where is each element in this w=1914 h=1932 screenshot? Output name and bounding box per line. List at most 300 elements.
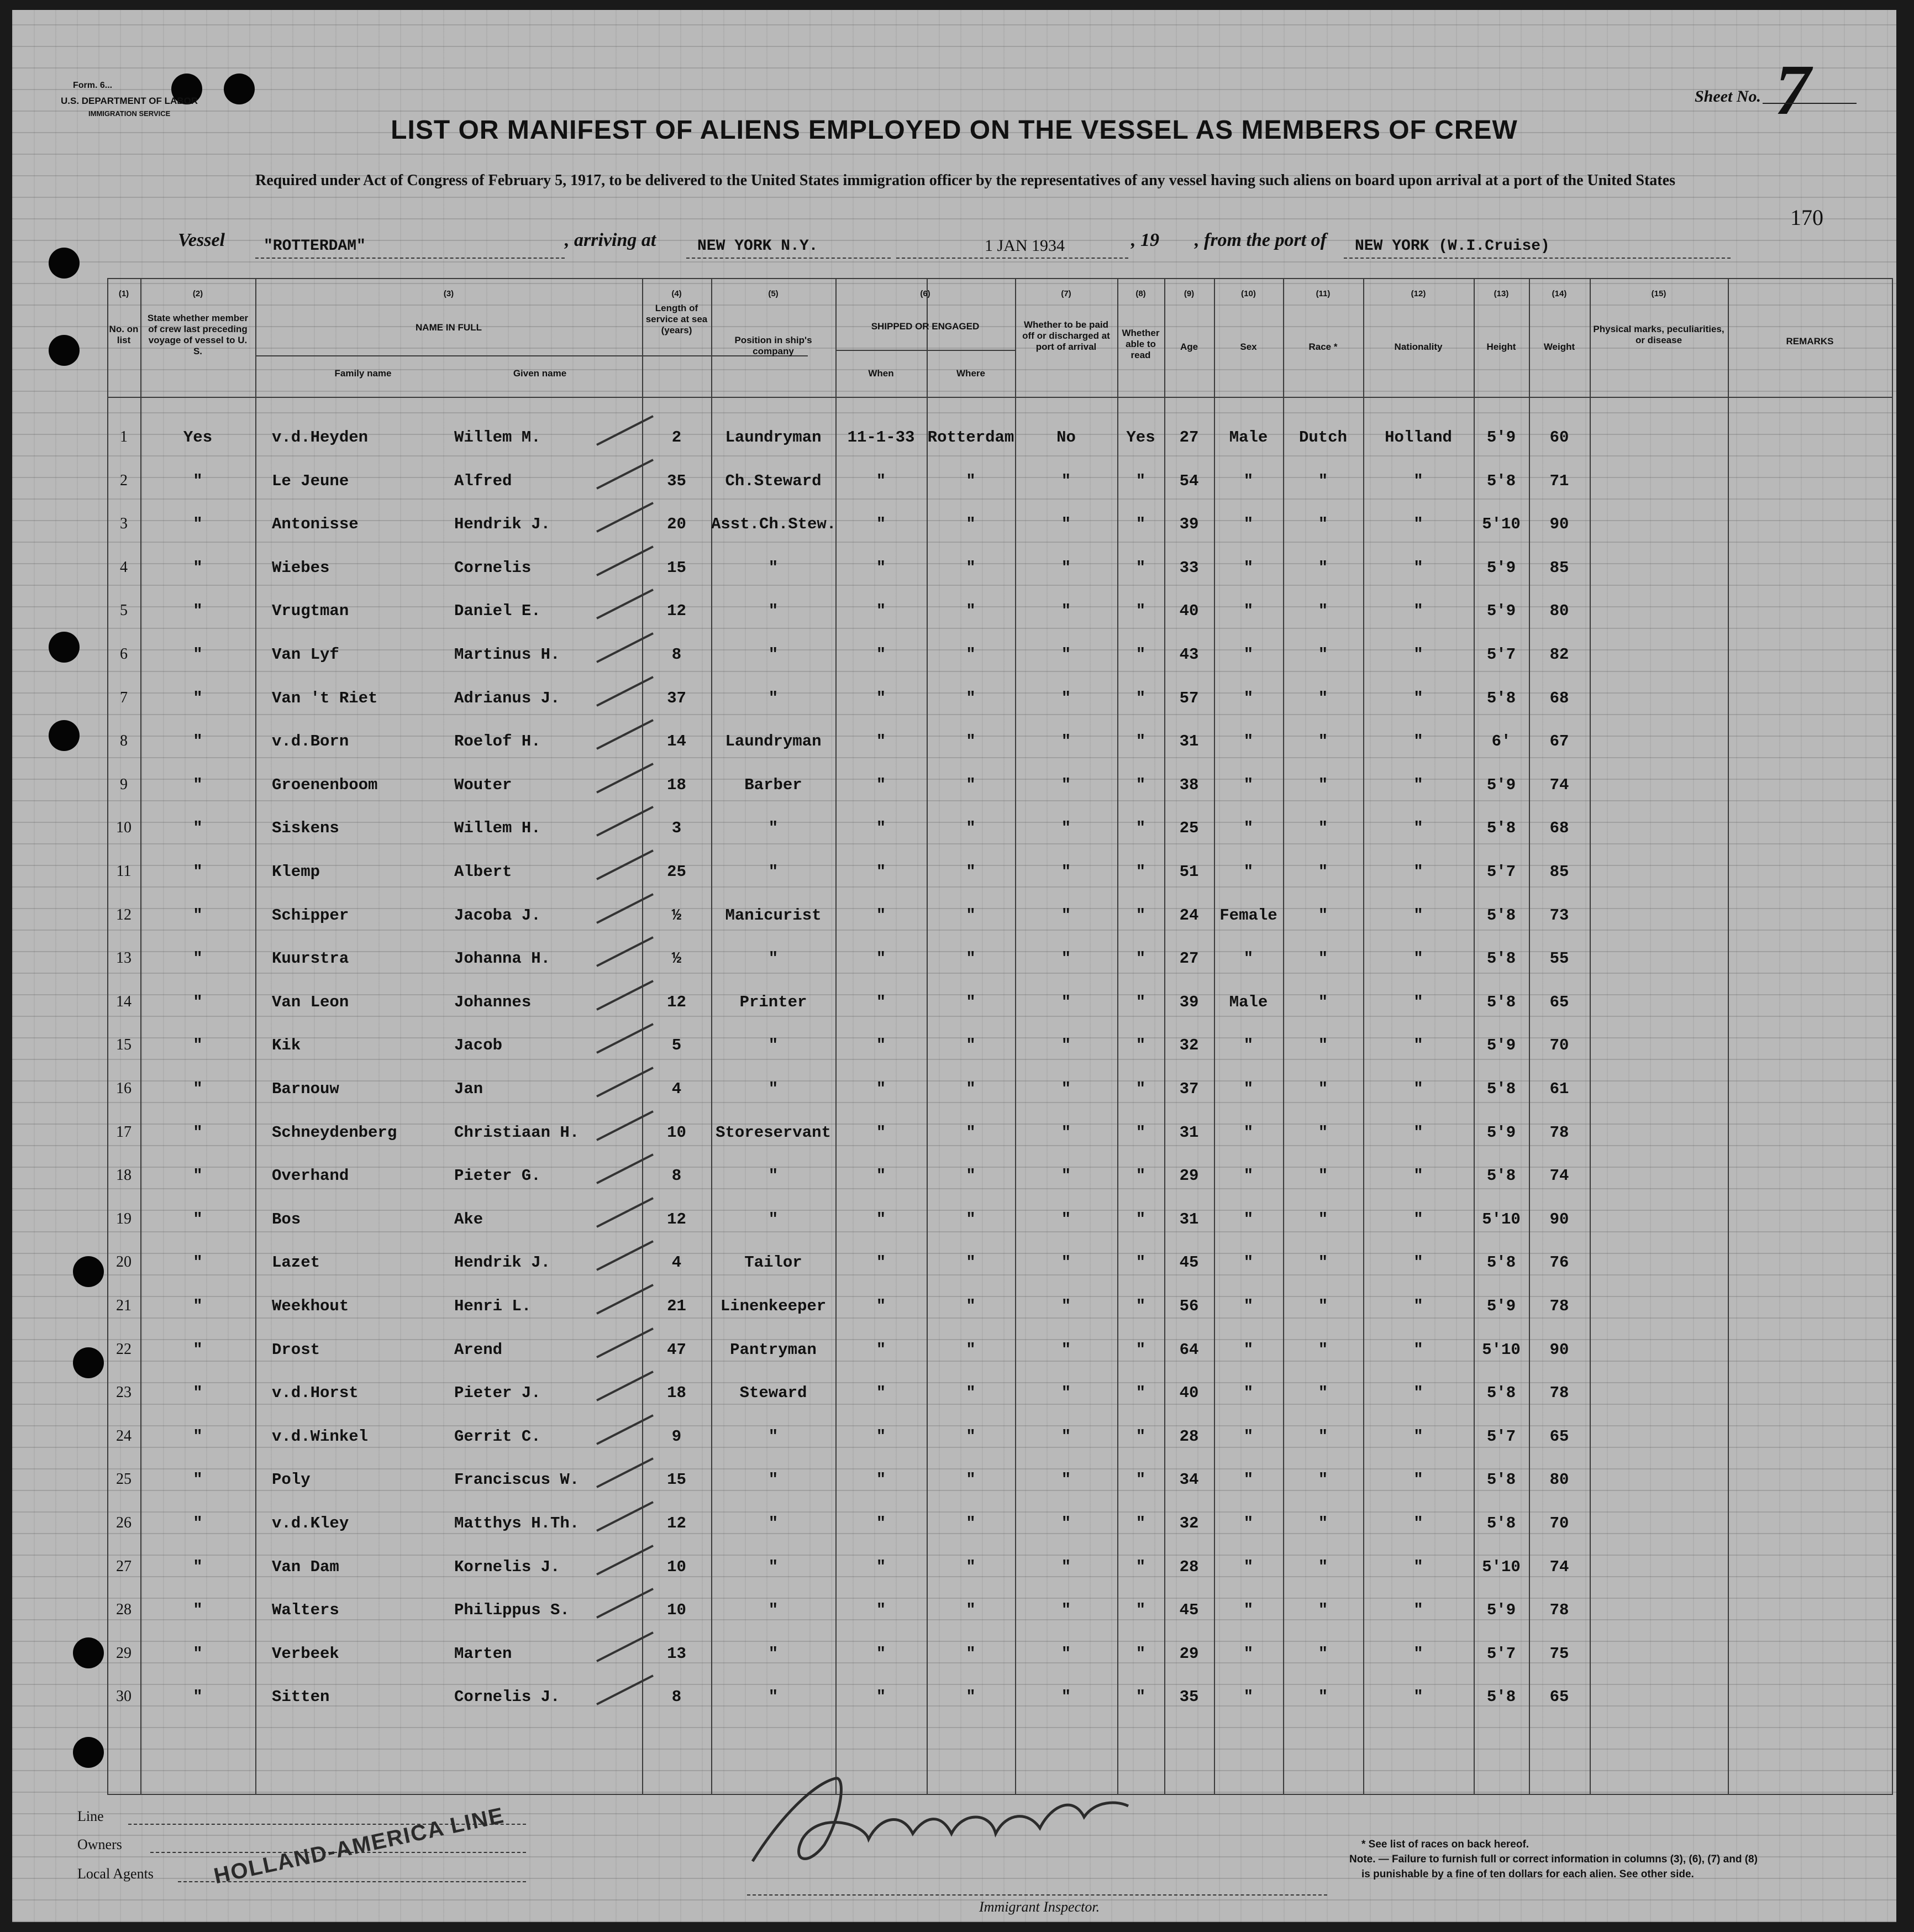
cell-age: 45 [1179, 1601, 1199, 1619]
cell-read: " [1135, 1036, 1146, 1054]
cell-no: 8 [120, 732, 128, 749]
cell-race: " [1318, 1471, 1328, 1489]
check-mark-icon [592, 1324, 659, 1363]
cell-where: " [966, 819, 976, 837]
cell-given-name: Jan [454, 1080, 483, 1098]
cell-height: 5'9 [1486, 559, 1516, 577]
cell-where: " [966, 689, 976, 707]
cell-nationality: " [1413, 993, 1423, 1011]
header-age: Age [1180, 342, 1198, 352]
cell-given-name: Jacob [454, 1036, 503, 1054]
cell-when: " [876, 1297, 886, 1315]
inspector-signature [730, 1751, 1228, 1883]
cell-no: 29 [116, 1645, 132, 1662]
cell-weight: 78 [1549, 1601, 1569, 1619]
check-mark-icon [592, 1498, 659, 1536]
cell-read: " [1135, 689, 1146, 707]
cell-position: " [768, 1210, 779, 1229]
cell-sex: " [1243, 1471, 1254, 1489]
cell-family-name: Schneydenberg [272, 1124, 397, 1142]
cell-nationality: " [1413, 1514, 1423, 1532]
cell-weight: 78 [1549, 1124, 1569, 1142]
cell-given-name: Cornelis [454, 559, 532, 577]
cell-nationality: " [1413, 472, 1423, 490]
cell-no: 28 [116, 1601, 132, 1618]
cell-no: 11 [116, 863, 132, 880]
cell-weight: 68 [1549, 819, 1569, 837]
cell-service: 10 [667, 1124, 686, 1142]
cell-paid-off: " [1061, 1645, 1071, 1663]
cell-position: " [768, 1645, 779, 1663]
header-remarks: REMARKS [1786, 336, 1834, 347]
cell-position: Laundryman [725, 732, 822, 750]
cell-when: " [876, 993, 886, 1011]
cell-race: " [1318, 559, 1328, 577]
cell-service: 35 [667, 472, 686, 490]
cell-race: " [1318, 689, 1328, 707]
cell-where: " [966, 993, 976, 1011]
cell-paid-off: " [1061, 1384, 1071, 1402]
cell-no: 17 [116, 1124, 132, 1141]
cell-position: " [768, 689, 779, 707]
cell-where: " [966, 949, 976, 968]
cell-age: 31 [1179, 1210, 1199, 1229]
cell-when: " [876, 1124, 886, 1142]
cell-read: " [1135, 1341, 1146, 1359]
check-mark-icon [592, 802, 659, 841]
cell-no: 4 [120, 559, 128, 576]
cell-read: Yes [1126, 428, 1155, 447]
cell-when: " [876, 689, 886, 707]
cell-sex: " [1243, 1341, 1254, 1359]
colnum-10: (10) [1241, 289, 1256, 298]
cell-family-name: Bos [272, 1210, 301, 1229]
cell-given-name: Hendrik J. [454, 1253, 551, 1272]
cell-read: " [1135, 1471, 1146, 1489]
cell-weight: 80 [1549, 602, 1569, 620]
cell-family-name: Poly [272, 1471, 311, 1489]
cell-height: 5'8 [1486, 1080, 1516, 1098]
check-mark-icon [592, 1584, 659, 1623]
cell-sex: " [1243, 515, 1254, 533]
cell-when: " [876, 863, 886, 881]
owners-label: Owners [77, 1836, 122, 1852]
cell-age: 31 [1179, 732, 1199, 750]
cell-race: " [1318, 1514, 1328, 1532]
cell-age: 43 [1179, 645, 1199, 664]
cell-nationality: " [1413, 949, 1423, 968]
cell-member: " [193, 645, 203, 664]
cell-paid-off: " [1061, 472, 1071, 490]
cell-weight: 60 [1549, 428, 1569, 447]
cell-given-name: Martinus H. [454, 645, 560, 664]
cell-sex: " [1243, 645, 1254, 664]
cell-paid-off: " [1061, 602, 1071, 620]
cell-height: 5'7 [1486, 1645, 1516, 1663]
cell-paid-off: " [1061, 1297, 1071, 1315]
cell-age: 27 [1179, 949, 1199, 968]
cell-given-name: Willem M. [454, 428, 541, 447]
cell-sex: Male [1229, 428, 1268, 447]
cell-service: 10 [667, 1601, 686, 1619]
cell-given-name: Roelof H. [454, 732, 541, 750]
header-shipped-engaged: SHIPPED OR ENGAGED [871, 321, 980, 332]
cell-no: 2 [120, 472, 128, 489]
cell-when: " [876, 645, 886, 664]
cell-no: 25 [116, 1471, 132, 1488]
cell-nationality: " [1413, 1253, 1423, 1272]
cell-race: " [1318, 1341, 1328, 1359]
cell-height: 5'8 [1486, 472, 1516, 490]
cell-position: " [768, 1167, 779, 1185]
vessel-underline [255, 258, 565, 259]
cell-when: " [876, 1688, 886, 1706]
check-mark-icon [592, 498, 659, 537]
cell-race: " [1318, 1124, 1328, 1142]
cell-paid-off: " [1061, 732, 1071, 750]
cell-race: " [1318, 1210, 1328, 1229]
cell-service: 37 [667, 689, 686, 707]
cell-when: " [876, 732, 886, 750]
cell-family-name: Groenenboom [272, 776, 378, 794]
cell-member: " [193, 1427, 203, 1446]
cell-member: " [193, 1688, 203, 1706]
cell-nationality: " [1413, 602, 1423, 620]
cell-height: 5'9 [1486, 776, 1516, 794]
cell-weight: 73 [1549, 906, 1569, 925]
cell-given-name: Cornelis J. [454, 1688, 560, 1706]
cell-age: 40 [1179, 1384, 1199, 1402]
table-top-border [107, 278, 1892, 279]
cell-age: 29 [1179, 1645, 1199, 1663]
local-agents-label: Local Agents [77, 1866, 154, 1882]
cell-where: " [966, 515, 976, 533]
cell-race: " [1318, 1167, 1328, 1185]
cell-read: " [1135, 472, 1146, 490]
cell-family-name: v.d.Kley [272, 1514, 349, 1532]
cell-member: " [193, 1036, 203, 1054]
cell-age: 38 [1179, 776, 1199, 794]
cell-no: 13 [116, 949, 132, 967]
cell-age: 57 [1179, 689, 1199, 707]
cell-family-name: Van Leon [272, 993, 349, 1011]
cell-race: " [1318, 1384, 1328, 1402]
punch-hole [73, 1256, 104, 1287]
cell-paid-off: " [1061, 1124, 1071, 1142]
cell-read: " [1135, 949, 1146, 968]
cell-paid-off: " [1061, 645, 1071, 664]
cell-given-name: Kornelis J. [454, 1558, 560, 1576]
cell-where: " [966, 1210, 976, 1229]
colnum-7: (7) [1061, 289, 1071, 298]
colnum-8: (8) [1135, 289, 1146, 298]
colnum-4: (4) [671, 289, 682, 298]
cell-position: " [768, 602, 779, 620]
cell-given-name: Adrianus J. [454, 689, 560, 707]
cell-position: Steward [739, 1384, 807, 1402]
header-race: Race * [1308, 342, 1338, 352]
cell-weight: 75 [1549, 1645, 1569, 1663]
cell-read: " [1135, 1427, 1146, 1446]
from-port-underline [1344, 258, 1731, 259]
cell-weight: 82 [1549, 645, 1569, 664]
cell-race: " [1318, 1297, 1328, 1315]
cell-member: " [193, 1558, 203, 1576]
cell-service: 47 [667, 1341, 686, 1359]
cell-service: 8 [671, 645, 682, 664]
cell-nationality: " [1413, 819, 1423, 837]
cell-member: " [193, 1124, 203, 1142]
cell-race: " [1318, 645, 1328, 664]
check-mark-icon [592, 542, 659, 581]
arriving-label: , arriving at [565, 230, 656, 250]
cell-position: " [768, 1601, 779, 1619]
cell-member: " [193, 515, 203, 533]
cell-weight: 68 [1549, 689, 1569, 707]
cell-family-name: Verbeek [272, 1645, 339, 1663]
cell-when: " [876, 1384, 886, 1402]
cell-sex: " [1243, 689, 1254, 707]
cell-age: 45 [1179, 1253, 1199, 1272]
cell-sex: " [1243, 776, 1254, 794]
cell-age: 39 [1179, 993, 1199, 1011]
check-mark-icon [592, 412, 659, 450]
cell-height: 5'8 [1486, 1688, 1516, 1706]
cell-nationality: " [1413, 1341, 1423, 1359]
cell-service: 14 [667, 732, 686, 750]
inspector-underline [747, 1894, 1327, 1896]
cell-age: 24 [1179, 906, 1199, 925]
colnum-15: (15) [1651, 289, 1666, 298]
cell-where: " [966, 1253, 976, 1272]
cell-member: " [193, 1210, 203, 1229]
cell-weight: 65 [1549, 1427, 1569, 1446]
cell-family-name: Overhand [272, 1167, 349, 1185]
cell-position: Manicurist [725, 906, 822, 925]
cell-when: " [876, 1471, 886, 1489]
cell-where: " [966, 1558, 976, 1576]
manifest-sheet [12, 10, 1896, 1922]
cell-service: 8 [671, 1167, 682, 1185]
cell-position: " [768, 1471, 779, 1489]
cell-nationality: " [1413, 1427, 1423, 1446]
cell-height: 5'8 [1486, 819, 1516, 837]
cell-paid-off: " [1061, 515, 1071, 533]
cell-paid-off: " [1061, 993, 1071, 1011]
header-when: When [868, 368, 894, 379]
cell-sex: " [1243, 863, 1254, 881]
cell-race: " [1318, 515, 1328, 533]
cell-service: 12 [667, 1514, 686, 1532]
cell-no: 23 [116, 1384, 132, 1401]
cell-member: " [193, 1601, 203, 1619]
cell-read: " [1135, 732, 1146, 750]
department-name: U.S. DEPARTMENT OF LABOR [61, 96, 198, 106]
cell-position: " [768, 645, 779, 664]
check-mark-icon [592, 1541, 659, 1580]
cell-where: " [966, 1341, 976, 1359]
cell-paid-off: No [1056, 428, 1076, 447]
cell-member: " [193, 906, 203, 925]
cell-position: " [768, 1080, 779, 1098]
cell-given-name: Jacoba J. [454, 906, 541, 925]
cell-member: Yes [183, 428, 213, 447]
cell-height: 5'8 [1486, 689, 1516, 707]
cell-given-name: Pieter J. [454, 1384, 541, 1402]
cell-nationality: " [1413, 863, 1423, 881]
cell-family-name: v.d.Horst [272, 1384, 359, 1402]
cell-age: 32 [1179, 1514, 1199, 1532]
footnotes [1349, 1837, 1758, 1882]
cell-when: " [876, 1558, 886, 1576]
cell-paid-off: " [1061, 1167, 1071, 1185]
cell-read: " [1135, 819, 1146, 837]
cell-sex: Female [1219, 906, 1277, 925]
cell-no: 15 [116, 1036, 132, 1053]
cell-where: " [966, 1514, 976, 1532]
cell-read: " [1135, 1514, 1146, 1532]
cell-sex: " [1243, 602, 1254, 620]
cell-no: 1 [120, 428, 128, 445]
cell-nationality: Holland [1385, 428, 1452, 447]
check-mark-icon [592, 890, 659, 928]
cell-age: 28 [1179, 1558, 1199, 1576]
cell-read: " [1135, 602, 1146, 620]
check-mark-icon [592, 1194, 659, 1232]
cell-given-name: Matthys H.Th. [454, 1514, 580, 1532]
cell-weight: 90 [1549, 1341, 1569, 1359]
cell-given-name: Philippus S. [454, 1601, 570, 1619]
cell-race: " [1318, 1601, 1328, 1619]
cell-no: 16 [116, 1080, 132, 1097]
cell-when: " [876, 776, 886, 794]
cell-position: Barber [744, 776, 802, 794]
inspector-label: Immigrant Inspector. [979, 1899, 1100, 1915]
cell-nationality: " [1413, 1558, 1423, 1576]
cell-member: " [193, 1645, 203, 1663]
cell-member: " [193, 732, 203, 750]
cell-position: " [768, 1036, 779, 1054]
header-position: Position in ship's company [734, 335, 812, 356]
cell-given-name: Johannes [454, 993, 532, 1011]
vessel-name: "ROTTERDAM" [264, 238, 366, 255]
from-port: NEW YORK (W.I.Cruise) [1355, 238, 1550, 255]
cell-height: 5'8 [1486, 906, 1516, 925]
cell-when: " [876, 906, 886, 925]
colnum-13: (13) [1494, 289, 1509, 298]
cell-paid-off: " [1061, 1210, 1071, 1229]
cell-member: " [193, 472, 203, 490]
cell-member: " [193, 1080, 203, 1098]
cell-given-name: Wouter [454, 776, 512, 794]
cell-age: 39 [1179, 515, 1199, 533]
cell-age: 27 [1179, 428, 1199, 447]
cell-given-name: Hendrik J. [454, 515, 551, 533]
header-physical-marks: Physical marks, peculiarities, or disease [1593, 324, 1724, 345]
cell-service: 4 [671, 1080, 682, 1098]
cell-sex: " [1243, 1384, 1254, 1402]
cell-nationality: " [1413, 1080, 1423, 1098]
punch-hole [49, 632, 80, 663]
cell-when: " [876, 1253, 886, 1272]
cell-sex: " [1243, 949, 1254, 968]
cell-member: " [193, 863, 203, 881]
cell-member: " [193, 602, 203, 620]
cell-where: " [966, 1471, 976, 1489]
cell-nationality: " [1413, 689, 1423, 707]
cell-no: 5 [120, 602, 128, 619]
penalty-note-1: Note. — Failure to furnish full or correct information in columns (3), (6), (7) and (8) [1349, 1854, 1758, 1865]
cell-race: " [1318, 776, 1328, 794]
cell-service: 12 [667, 1210, 686, 1229]
cell-no: 7 [120, 689, 128, 706]
cell-given-name: Marten [454, 1645, 512, 1663]
cell-no: 18 [116, 1167, 132, 1184]
cell-age: 54 [1179, 472, 1199, 490]
cell-age: 29 [1179, 1167, 1199, 1185]
cell-when: " [876, 1080, 886, 1098]
check-mark-icon [592, 759, 659, 798]
colnum-3: (3) [443, 289, 454, 298]
cell-race: " [1318, 1558, 1328, 1576]
check-mark-icon [592, 716, 659, 754]
cell-no: 21 [116, 1297, 132, 1314]
cell-height: 5'8 [1486, 1384, 1516, 1402]
form-number: Form. 6... [73, 81, 113, 90]
cell-height: 5'9 [1486, 1601, 1516, 1619]
cell-member: " [193, 689, 203, 707]
cell-race: " [1318, 1080, 1328, 1098]
col-divider [255, 278, 256, 1795]
cell-member: " [193, 1297, 203, 1315]
cell-where: Rotterdam [927, 428, 1014, 447]
cell-position: " [768, 863, 779, 881]
header-state-member: State whether member of crew last preceding voyage of vessel to U. S. [147, 313, 249, 356]
cell-position: " [768, 1514, 779, 1532]
cell-sex: " [1243, 1036, 1254, 1054]
cell-height: 5'9 [1486, 602, 1516, 620]
cell-member: " [193, 1341, 203, 1359]
cell-when: " [876, 472, 886, 490]
punch-hole [73, 1737, 104, 1768]
cell-when: " [876, 515, 886, 533]
cell-when: " [876, 1601, 886, 1619]
cell-paid-off: " [1061, 559, 1071, 577]
cell-age: 40 [1179, 602, 1199, 620]
col-divider [1728, 278, 1729, 1795]
cell-given-name: Ake [454, 1210, 483, 1229]
cell-family-name: Siskens [272, 819, 339, 837]
cell-race: " [1318, 993, 1328, 1011]
colnum-11: (11) [1316, 289, 1331, 298]
cell-race: " [1318, 732, 1328, 750]
cell-position: Ch.Steward [725, 472, 822, 490]
cell-family-name: v.d.Born [272, 732, 349, 750]
cell-no: 22 [116, 1341, 132, 1358]
cell-position: " [768, 819, 779, 837]
header-sex: Sex [1240, 342, 1257, 352]
punch-hole [49, 335, 80, 366]
company-stamp: HOLLAND-AMERICA LINE [212, 1803, 507, 1889]
cell-when: " [876, 1645, 886, 1663]
cell-no: 20 [116, 1253, 132, 1271]
cell-when: " [876, 602, 886, 620]
cell-weight: 65 [1549, 993, 1569, 1011]
cell-no: 12 [116, 906, 132, 923]
check-mark-icon [592, 1411, 659, 1450]
punch-hole [224, 74, 255, 104]
cell-where: " [966, 1427, 976, 1446]
